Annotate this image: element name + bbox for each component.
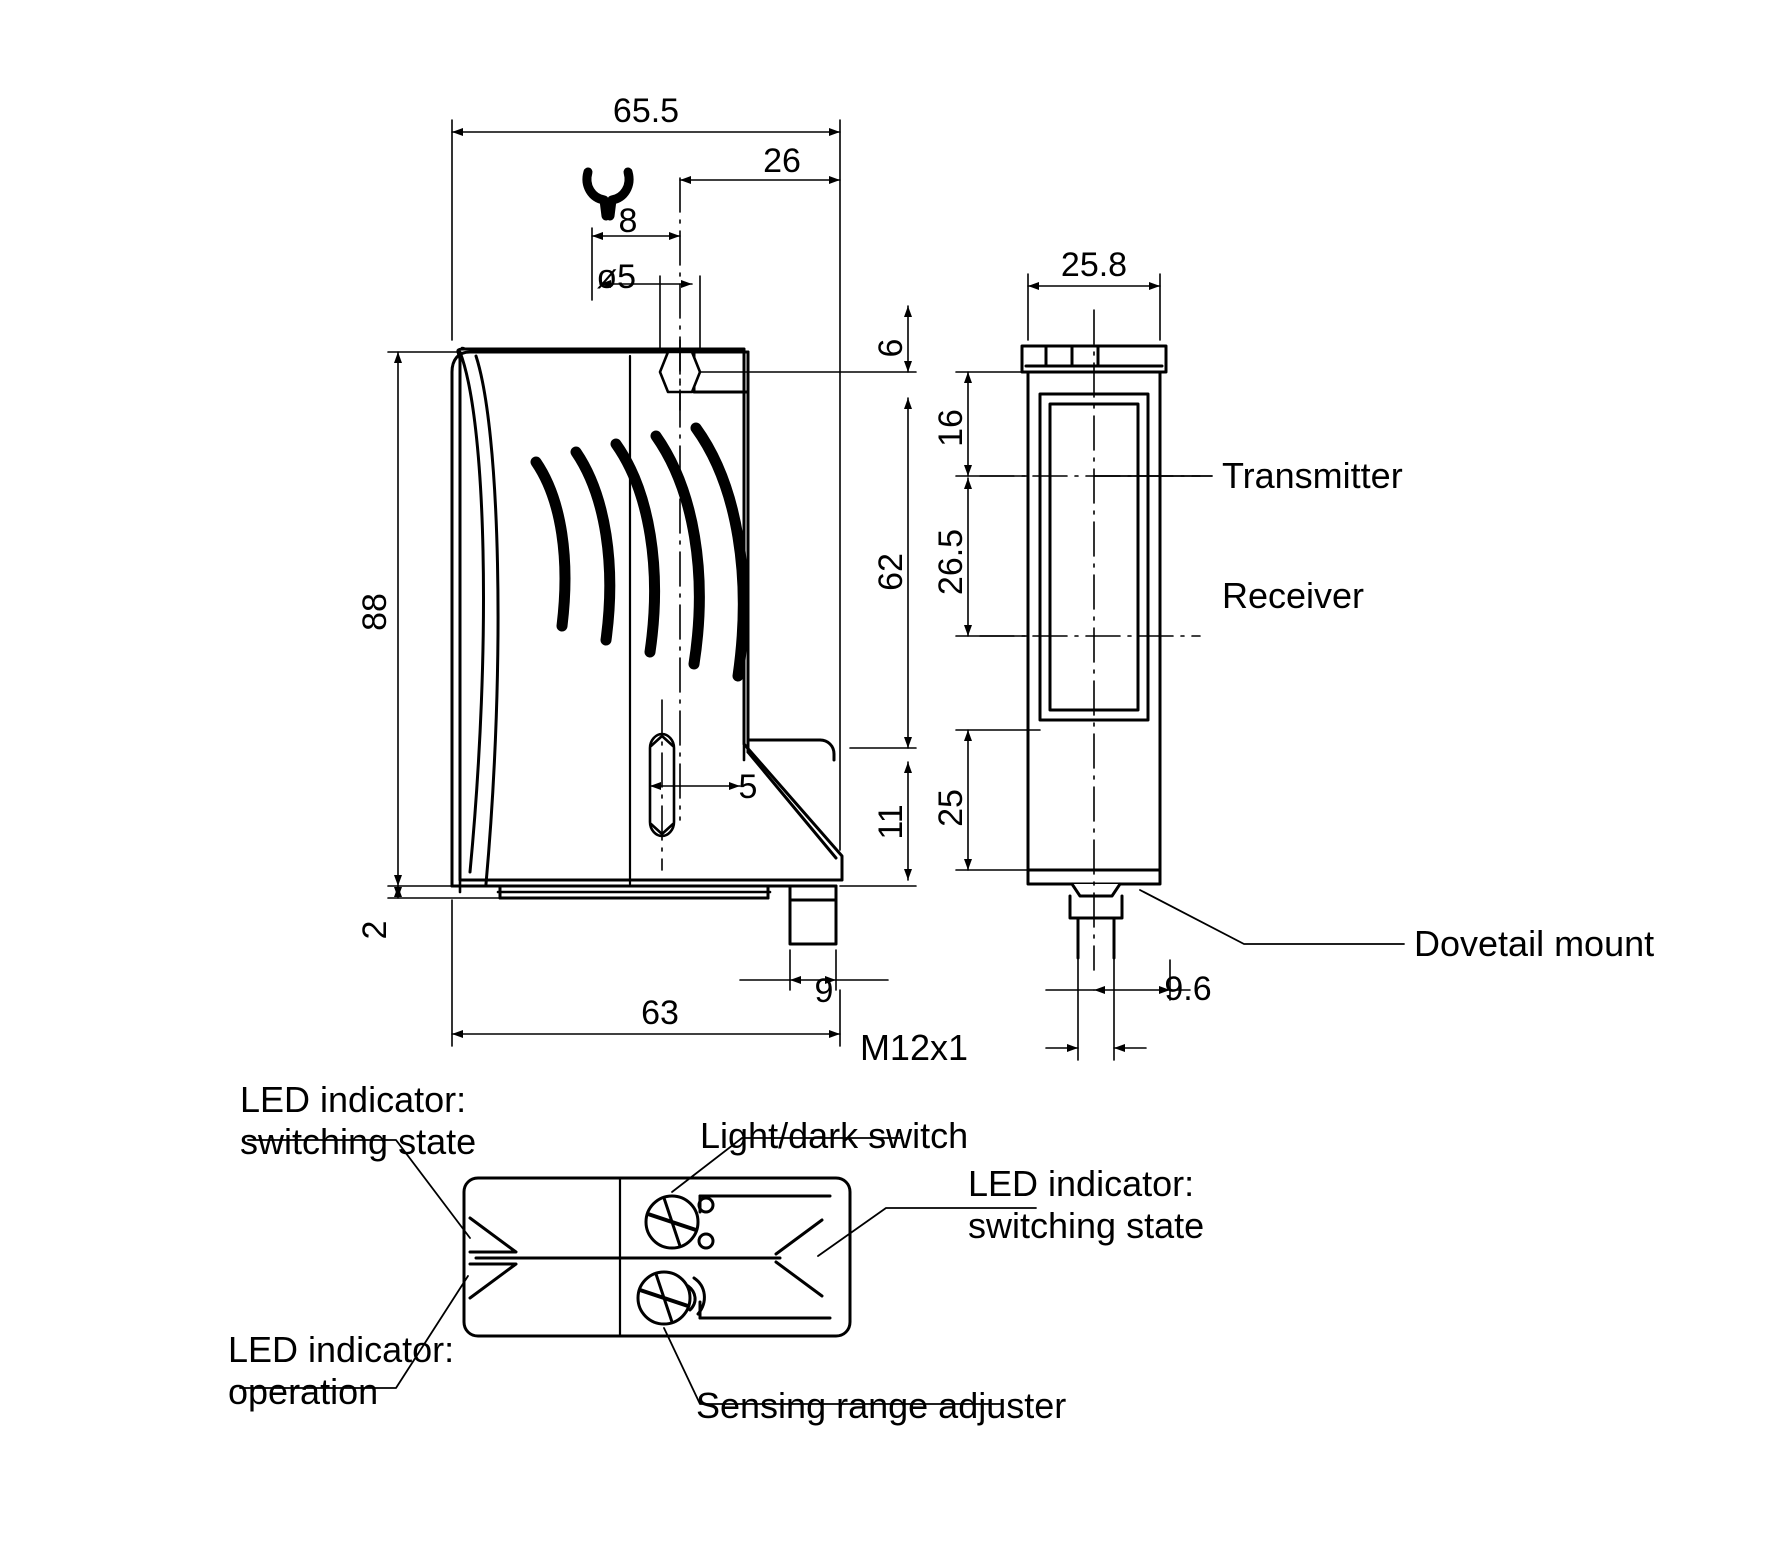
label-led-switching-state-right-line1: LED indicator: bbox=[968, 1163, 1195, 1204]
dim-connector-offset-front: 9 bbox=[814, 972, 834, 1010]
dim-wrench-size: 8 bbox=[618, 202, 638, 240]
dim-height-total: 88 bbox=[356, 593, 394, 631]
dim-foot-thickness: 2 bbox=[356, 920, 394, 940]
label-led-operation-line2: operation bbox=[228, 1371, 379, 1412]
dim-hole-diameter: ø5 bbox=[596, 258, 636, 296]
dim-top-to-hole: 6 bbox=[872, 338, 910, 358]
dim-bottom-to-slot: 11 bbox=[872, 804, 910, 840]
label-light-dark-switch: Light/dark switch bbox=[700, 1115, 969, 1156]
dim-slot-span: 62 bbox=[872, 553, 910, 591]
label-sensing-range-adjuster: Sensing range adjuster bbox=[696, 1385, 1067, 1426]
dim-transmitter-to-receiver: 26.5 bbox=[932, 528, 970, 596]
dim-depth-base: 63 bbox=[641, 994, 679, 1032]
dim-slot-width: 5 bbox=[738, 768, 758, 806]
dim-top-to-transmitter: 16 bbox=[932, 409, 970, 447]
dim-hole-offset-right: 26 bbox=[763, 142, 801, 180]
dim-receiver-to-bottom: 25 bbox=[932, 789, 970, 827]
bottom-view-geometry bbox=[464, 1178, 850, 1336]
dim-connector-offset-side: 9.6 bbox=[1164, 970, 1212, 1008]
dim-width-total: 65.5 bbox=[612, 92, 680, 130]
label-led-switching-state-left-line2: switching state bbox=[240, 1121, 477, 1162]
dim-side-width: 25.8 bbox=[1060, 246, 1128, 284]
label-thread: M12x1 bbox=[859, 1027, 968, 1068]
label-led-operation-line1: LED indicator: bbox=[228, 1329, 455, 1370]
label-receiver: Receiver bbox=[1222, 575, 1365, 616]
label-led-switching-state-left-line1: LED indicator: bbox=[240, 1079, 467, 1120]
label-transmitter: Transmitter bbox=[1222, 455, 1403, 496]
label-led-switching-state-right-line2: switching state bbox=[968, 1205, 1205, 1246]
label-dovetail-mount: Dovetail mount bbox=[1414, 923, 1655, 964]
